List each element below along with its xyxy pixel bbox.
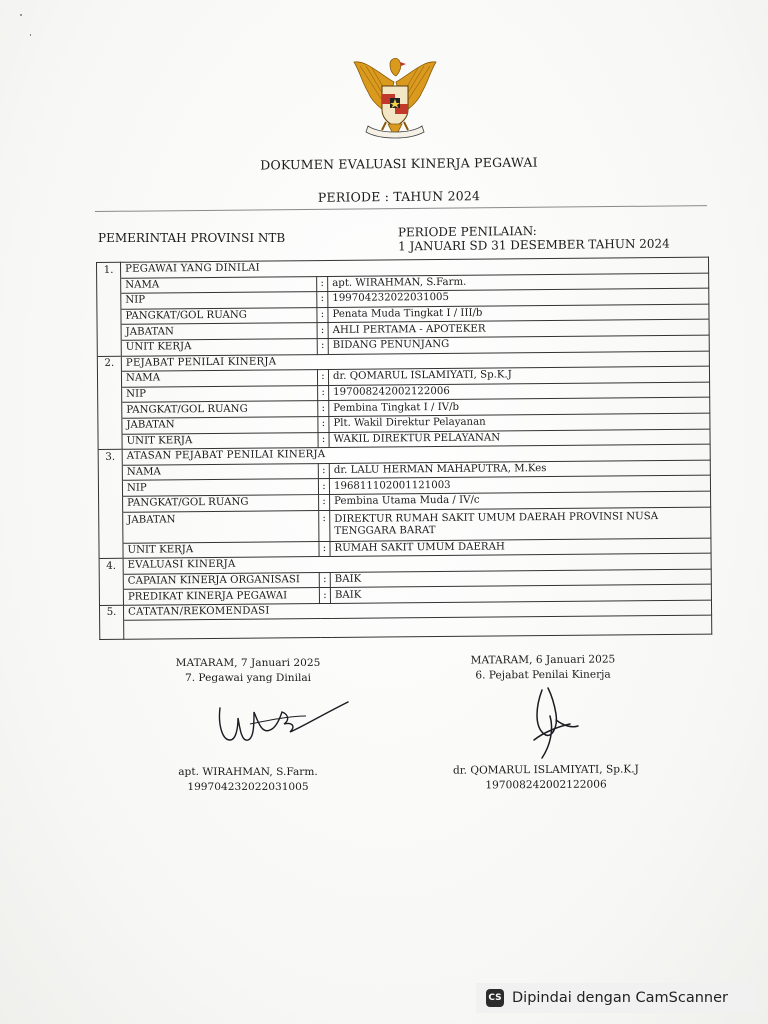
colon: :: [317, 323, 328, 339]
section-number: 5.: [99, 605, 123, 621]
colon: :: [318, 416, 329, 432]
field-value: Penata Muda Tingkat I / III/b: [328, 304, 709, 323]
field-label: NIP: [122, 385, 318, 402]
assessment-period: [398, 223, 670, 254]
section-number: 1.: [97, 262, 121, 278]
colon: :: [317, 307, 328, 323]
colon: :: [319, 572, 330, 588]
field-value: BAIK: [330, 569, 711, 588]
signature-place-date: MATARAM, 7 Januari 2025: [175, 657, 321, 669]
section-title: PEGAWAI YANG DINILAI: [121, 257, 709, 278]
field-value: dr. QOMARUL ISLAMIYATI, Sp.K.J: [328, 366, 709, 385]
garuda-emblem-icon: [346, 52, 444, 146]
field-value: 199704232022031005: [328, 288, 709, 307]
signature-place-date: MATARAM, 6 Januari 2025: [470, 653, 616, 667]
field-label: JABATAN: [123, 510, 319, 543]
signer-name: dr. QOMARUL ISLAMIYATI, Sp.K.J: [452, 763, 639, 777]
scan-speck: [30, 34, 31, 36]
signer-name: apt. WIRAHMAN, S.Farm.: [178, 766, 318, 778]
field-label: UNIT KERJA: [121, 339, 317, 356]
colon: :: [318, 401, 329, 417]
field-label: NIP: [122, 479, 318, 496]
colon: :: [318, 463, 329, 479]
section-number: 4.: [99, 558, 123, 574]
colon: :: [319, 494, 330, 510]
colon: :: [319, 588, 330, 604]
colon: :: [318, 385, 329, 401]
field-value: WAKIL DIREKTUR PELAYANAN: [329, 429, 710, 448]
field-label: JABATAN: [121, 323, 317, 340]
section-title: PEJABAT PENILAI KINERJA: [121, 351, 709, 372]
camscanner-icon: CS: [486, 989, 504, 1007]
field-label: CAPAIAN KINERJA ORGANISASI: [123, 572, 319, 589]
scan-speck: [20, 14, 22, 16]
field-label: NAMA: [122, 463, 318, 480]
field-value: BAIK: [330, 584, 711, 603]
field-value: Pembina Tingkat I / IV/b: [329, 397, 710, 416]
document-period: PERIODE : TAHUN 2024: [317, 188, 481, 205]
field-value: AHLI PERTAMA - APOTEKER: [328, 320, 709, 339]
field-value: Pembina Utama Muda / IV/c: [330, 491, 711, 510]
assessment-period-value: 1 JANUARI SD 31 DESEMBER TAHUN 2024: [398, 236, 670, 254]
government-name: PEMERINTAH PROVINSI NTB: [98, 231, 286, 245]
field-label: PANGKAT/GOL RUANG: [122, 401, 318, 418]
assessment-period-label: PERIODE PENILAIAN:: [397, 223, 537, 240]
field-label: NAMA: [121, 370, 317, 387]
field-value: Plt. Wakil Direktur Pelayanan: [329, 413, 710, 432]
signer-nip: 197008242002122006: [485, 778, 607, 792]
colon: :: [317, 370, 328, 386]
field-value: 196811102001121003: [329, 475, 710, 494]
colon: :: [319, 510, 330, 541]
notes-row: [100, 616, 712, 640]
colon: :: [317, 276, 328, 292]
field-value: dr. LALU HERMAN MAHAPUTRA, M.Kes: [329, 460, 710, 479]
field-label: PREDIKAT KINERJA PEGAWAI: [123, 588, 319, 605]
field-label: JABATAN: [122, 417, 318, 434]
field-value: BIDANG PENUNJANG: [328, 335, 709, 354]
handwritten-signature-left: [210, 694, 352, 750]
signature-role: 7. Pegawai yang Dinilai: [184, 672, 312, 684]
signer-right: [440, 762, 652, 793]
colon: :: [317, 338, 328, 354]
field-label: UNIT KERJA: [122, 432, 318, 449]
colon: :: [317, 292, 328, 308]
field-label: PANGKAT/GOL RUANG: [121, 307, 317, 324]
camscanner-label: Dipindai dengan CamScanner: [512, 990, 729, 1006]
notes-area: [124, 616, 712, 640]
section-title: CATATAN/REKOMENDASI: [123, 600, 711, 621]
signer-nip: 199704232022031005: [187, 781, 309, 793]
camscanner-watermark: [476, 983, 758, 1013]
signer-left: [150, 765, 346, 795]
field-label: NAMA: [121, 276, 317, 293]
field-label: UNIT KERJA: [123, 541, 319, 558]
evaluation-table: [96, 257, 712, 638]
handwritten-signature-right: [520, 686, 590, 762]
field-label: PANGKAT/GOL RUANG: [123, 494, 319, 511]
colon: :: [318, 479, 329, 495]
field-label: NIP: [121, 292, 317, 309]
document-title: DOKUMEN EVALUASI KINERJA PEGAWAI: [260, 154, 538, 173]
signature-role: 6. Pejabat Penilai Kinerja: [475, 668, 611, 682]
section-title: ATASAN PEJABAT PENILAI KINERJA: [122, 444, 710, 465]
section-number: 3.: [98, 449, 122, 465]
colon: :: [318, 432, 329, 448]
section-number: 2.: [97, 356, 121, 372]
section-title: EVALUASI KINERJA: [123, 553, 711, 574]
field-value: RUMAH SAKIT UMUM DAERAH: [330, 538, 711, 557]
field-value: DIREKTUR RUMAH SAKIT UMUM DAERAH PROVINSI NUSA TENGGARA BARAT: [330, 507, 711, 541]
field-value: apt. WIRAHMAN, S.Farm.: [328, 273, 709, 292]
field-value: 197008242002122006: [329, 382, 710, 401]
colon: :: [319, 541, 330, 557]
signature-block-right: [452, 652, 634, 683]
signature-block-left: [158, 656, 338, 686]
